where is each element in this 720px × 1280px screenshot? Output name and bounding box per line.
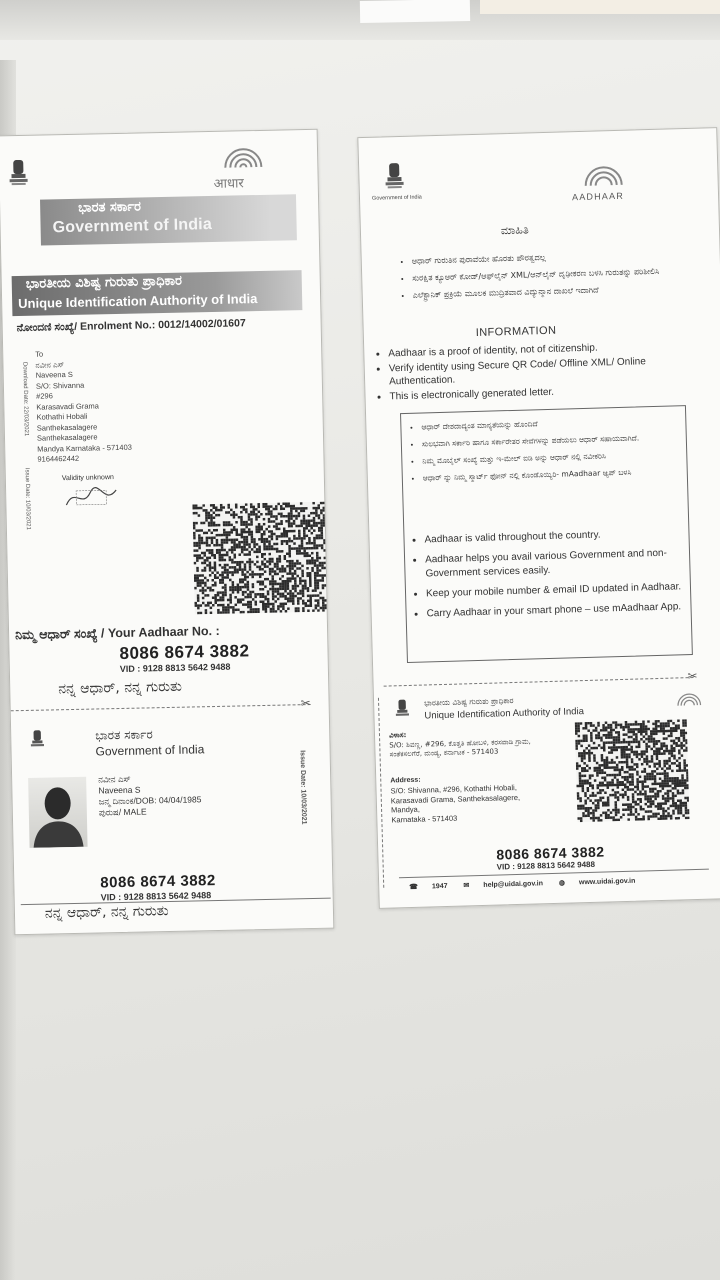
recipient-address <box>35 348 132 465</box>
footer-phone: 1947 <box>431 882 448 891</box>
footer-email: help@uidai.gov.in <box>483 880 544 889</box>
info-list-kn <box>372 247 693 307</box>
address-line: Naveena S <box>35 369 73 380</box>
card-government-kn: ಭಾರತ ಸರ್ಕಾರ <box>95 727 153 743</box>
card-aadhaar-number: 8086 8674 3882 <box>496 843 605 863</box>
card-gender: ಪುರುಷ/ MALE <box>98 806 147 818</box>
address-en-line: Mandya, <box>390 804 420 815</box>
top-paper-scrap-2 <box>480 0 720 14</box>
address-line: ನವೀನ ಎಸ್ <box>35 359 65 370</box>
government-kn: ಭಾರತ ಸರ್ಕಾರ <box>78 199 142 216</box>
cut-line <box>11 704 311 711</box>
address-en-line: Karasavadi Grama, Santhekasalagere, <box>390 792 521 805</box>
government-small: Government of India <box>371 194 422 202</box>
address-line: Santhekasalagere <box>36 421 98 433</box>
signature-mark-icon <box>64 484 119 511</box>
note-item-en: • Aadhaar helps you avail various Government and non-Government services easily. <box>425 546 696 582</box>
email-icon: ✉ <box>463 882 470 890</box>
card-dob: ಜನ್ಮ ದಿನಾಂಕ/DOB: 04/04/1985 <box>98 794 202 807</box>
aadhaar-logo-icon <box>579 159 628 192</box>
address-en-line: Karnataka - 571403 <box>391 813 458 824</box>
note-item-kn: • ಸುಲಭವಾಗಿ ಸರ್ಕಾರಿ ಹಾಗೂ ಸರ್ಕಾರೇತರ ಸೇವೆಗಳನ್ನು ಪಡೆಯಲು ಆಧಾರ್ ಸಹಾಯವಾಗಿದೆ. <box>422 431 692 450</box>
info-item-kn: • ಸುರಕ್ಷಿತ ಕ್ಯೂಆರ್ ಕೋಡ್/ಆಫ್‌ಲೈನ್ XML/ಆನ್‌ಲೈನ್ ದೃಢೀಕರಣ ಬಳಸಿ ಗುರುತನ್ನು ಪರಿಶೀಲಿಸಿ <box>412 264 692 285</box>
card-vid-number: VID : 9128 8813 5642 9488 <box>496 859 596 872</box>
card-aadhaar-logo-icon <box>674 689 705 710</box>
scissors-icon: ✂ <box>300 696 311 711</box>
scissors-icon: ✂ <box>687 668 698 684</box>
card-issue-date: Issue Date: 10/03/2021 <box>298 750 308 825</box>
card-footer <box>409 876 649 891</box>
address-line: #296 <box>36 391 53 401</box>
info-item-kn: • ಆಧಾರ್ ಗುರುತಿನ ಪುರಾವೆಯೇ ಹೊರತು ಪೌರತ್ವದಲ್ಲ <box>412 247 692 268</box>
cut-line <box>384 677 694 687</box>
notes-box <box>400 405 693 663</box>
qr-code-icon <box>192 502 334 615</box>
to-label: To <box>35 349 44 359</box>
note-item-en: • Keep your mobile number & email ID updated in Aadhaar. <box>426 580 696 602</box>
holder-photo <box>28 777 87 848</box>
signature-validity: Validity unknown <box>61 474 114 483</box>
aadhaar-number: 8086 8674 3882 <box>119 641 250 663</box>
address-line: Kothathi Hobali <box>36 411 88 422</box>
your-aadhaar-label: ನಿಮ್ಮ ಆಧಾರ್ ಸಂಖ್ಯೆ / Your Aadhaar No. : <box>14 623 220 643</box>
card-name-en: Naveena S <box>98 784 141 796</box>
aadhaar-logo-icon <box>219 141 268 174</box>
card-tagline: ನನ್ನ ಆಧಾರ್, ನನ್ನ ಗುರುತು <box>44 903 169 922</box>
address-en-line: S/O: Shivanna, #296, Kothathi Hobali, <box>390 782 517 796</box>
enrolment-number: ನೋಂದಣಿ ಸಂಖ್ಯೆ/ Enrolment No.: 0012/14002/01607 <box>16 317 246 335</box>
card-uidai-en: Unique Identification Authority of India <box>424 706 585 722</box>
web-icon: ◍ <box>558 879 566 887</box>
mobile-number: 9164462442 <box>37 453 80 464</box>
footer-web: www.uidai.gov.in <box>578 877 636 887</box>
card-emblem-icon <box>394 697 411 721</box>
note-item-kn: • ಆಧಾರ್ ನ್ನು ನಿಮ್ಮ ಸ್ಮಾರ್ಟ್ ಫೋನ್ ನಲ್ಲಿ ಕೊಂಡೊಯ್ಯಿರಿ- mAadhaar ಆ್ಯಪ್ ಬಳಸಿ <box>423 465 693 484</box>
note-item-en: • Aadhaar is valid throughout the country. <box>424 526 694 548</box>
info-item-en: • Aadhaar is a proof of identity, not of citizenship. <box>388 339 678 360</box>
notes-list-kn <box>409 414 693 490</box>
note-item-en: • Carry Aadhaar in your smart phone – use mAadhaar App. <box>426 600 696 622</box>
national-emblem-icon <box>383 161 406 192</box>
card-divider <box>399 869 709 879</box>
card-emblem-icon <box>29 728 45 752</box>
government-banner <box>40 194 297 245</box>
address-en <box>390 783 520 825</box>
top-paper-scrap <box>360 0 470 23</box>
uidai-kn: ಭಾರತೀಯ ವಿಶಿಷ್ಟ ಗುರುತು ಪ್ರಾಧಿಕಾರ <box>25 273 183 292</box>
address-kn: S/O: ಶಿವಣ್ಣ, #296, ಕೊತ್ತತಿ ಹೋಬಳಿ, ಕರಸವಾಡಿ ಗ್ರಾಮ, ಸಂತೆಕಸಲಗೆರೆ, ಮಂಡ್ಯ, ಕರ್ನಾಟಕ - 571403 <box>389 737 531 759</box>
note-item-kn: • ನಿಮ್ಮ ಮೊಬೈಲ್ ಸಂಖ್ಯೆ ಮತ್ತು ಇ-ಮೇಲ್ ಐಡಿ ಅನ್ನು ಆಧಾರ್ ನಲ್ಲಿ ನವೀಕರಿಸಿ <box>422 448 692 467</box>
aadhaar-logo-text: आधार <box>213 176 244 192</box>
aadhaar-text: AADHAAR <box>571 190 625 203</box>
download-date: Download Date: 22/03/2021 <box>21 361 29 437</box>
notes-list-en <box>412 526 697 628</box>
vid-number: VID : 9128 8813 5642 9488 <box>119 661 231 674</box>
note-item-kn: • ಆಧಾರ್ ದೇಶದಾದ್ಯಂತ ಮಾನ್ಯತೆಯನ್ನು ಹೊಂದಿದೆ <box>421 414 691 433</box>
card-name-kn: ನವೀನ ಎಸ್ <box>98 773 131 785</box>
address-en-label: Address: <box>390 776 421 785</box>
card-qr-code-icon <box>575 719 690 822</box>
tagline: ನನ್ನ ಆಧಾರ್, ನನ್ನ ಗುರುತು <box>58 678 183 698</box>
info-heading-en: INFORMATION <box>475 324 557 339</box>
info-item-en: • Verify identity using Secure QR Code/ Offline XML/ Online Authentication. <box>389 354 680 388</box>
info-list-en <box>374 339 680 405</box>
info-heading-kn: ಮಾಹಿತಿ <box>500 223 529 238</box>
card-government-en: Government of India <box>95 742 205 759</box>
phone-icon: ☎ <box>409 883 419 892</box>
address-line: Karasavadi Grama <box>36 400 99 412</box>
aadhaar-letter-left <box>0 129 334 936</box>
address-line: Santhekasalagere <box>36 432 98 443</box>
government-en: Government of India <box>52 215 213 237</box>
card-vid-number: VID : 9128 8813 5642 9488 <box>100 890 212 903</box>
national-emblem-icon <box>7 158 30 188</box>
info-item-kn: • ಎಲೆಕ್ಟ್ರಾನಿಕ್ ಪ್ರಕ್ರಿಯೆ ಮೂಲಕ ಮುದ್ರಿತವಾದ ವಿದ್ಯುನ್ಮಾನ ದಾಖಲೆ ಇದಾಗಿದೆ <box>413 281 693 302</box>
digital-signature <box>62 474 123 515</box>
address-line: Mandya Karnataka - 571403 <box>37 442 132 454</box>
info-item-en: • This is electronically generated letter. <box>389 382 679 403</box>
uidai-en: Unique Identification Authority of India <box>18 291 258 312</box>
letter-issue-date: Issue Date: 10/03/2021 <box>23 467 31 531</box>
card-details <box>98 772 202 818</box>
uidai-banner <box>12 270 303 316</box>
address-kn-label: ವಿಳಾಸ: <box>388 731 407 740</box>
address-line: S/O: Shivanna <box>35 380 85 391</box>
card-uidai-kn: ಭಾರತೀಯ ವಿಶಿಷ್ಟ ಗುರುತು ಪ್ರಾಧಿಕಾರ <box>423 696 514 708</box>
card-aadhaar-number: 8086 8674 3882 <box>100 872 216 892</box>
aadhaar-letter-right <box>357 127 720 909</box>
